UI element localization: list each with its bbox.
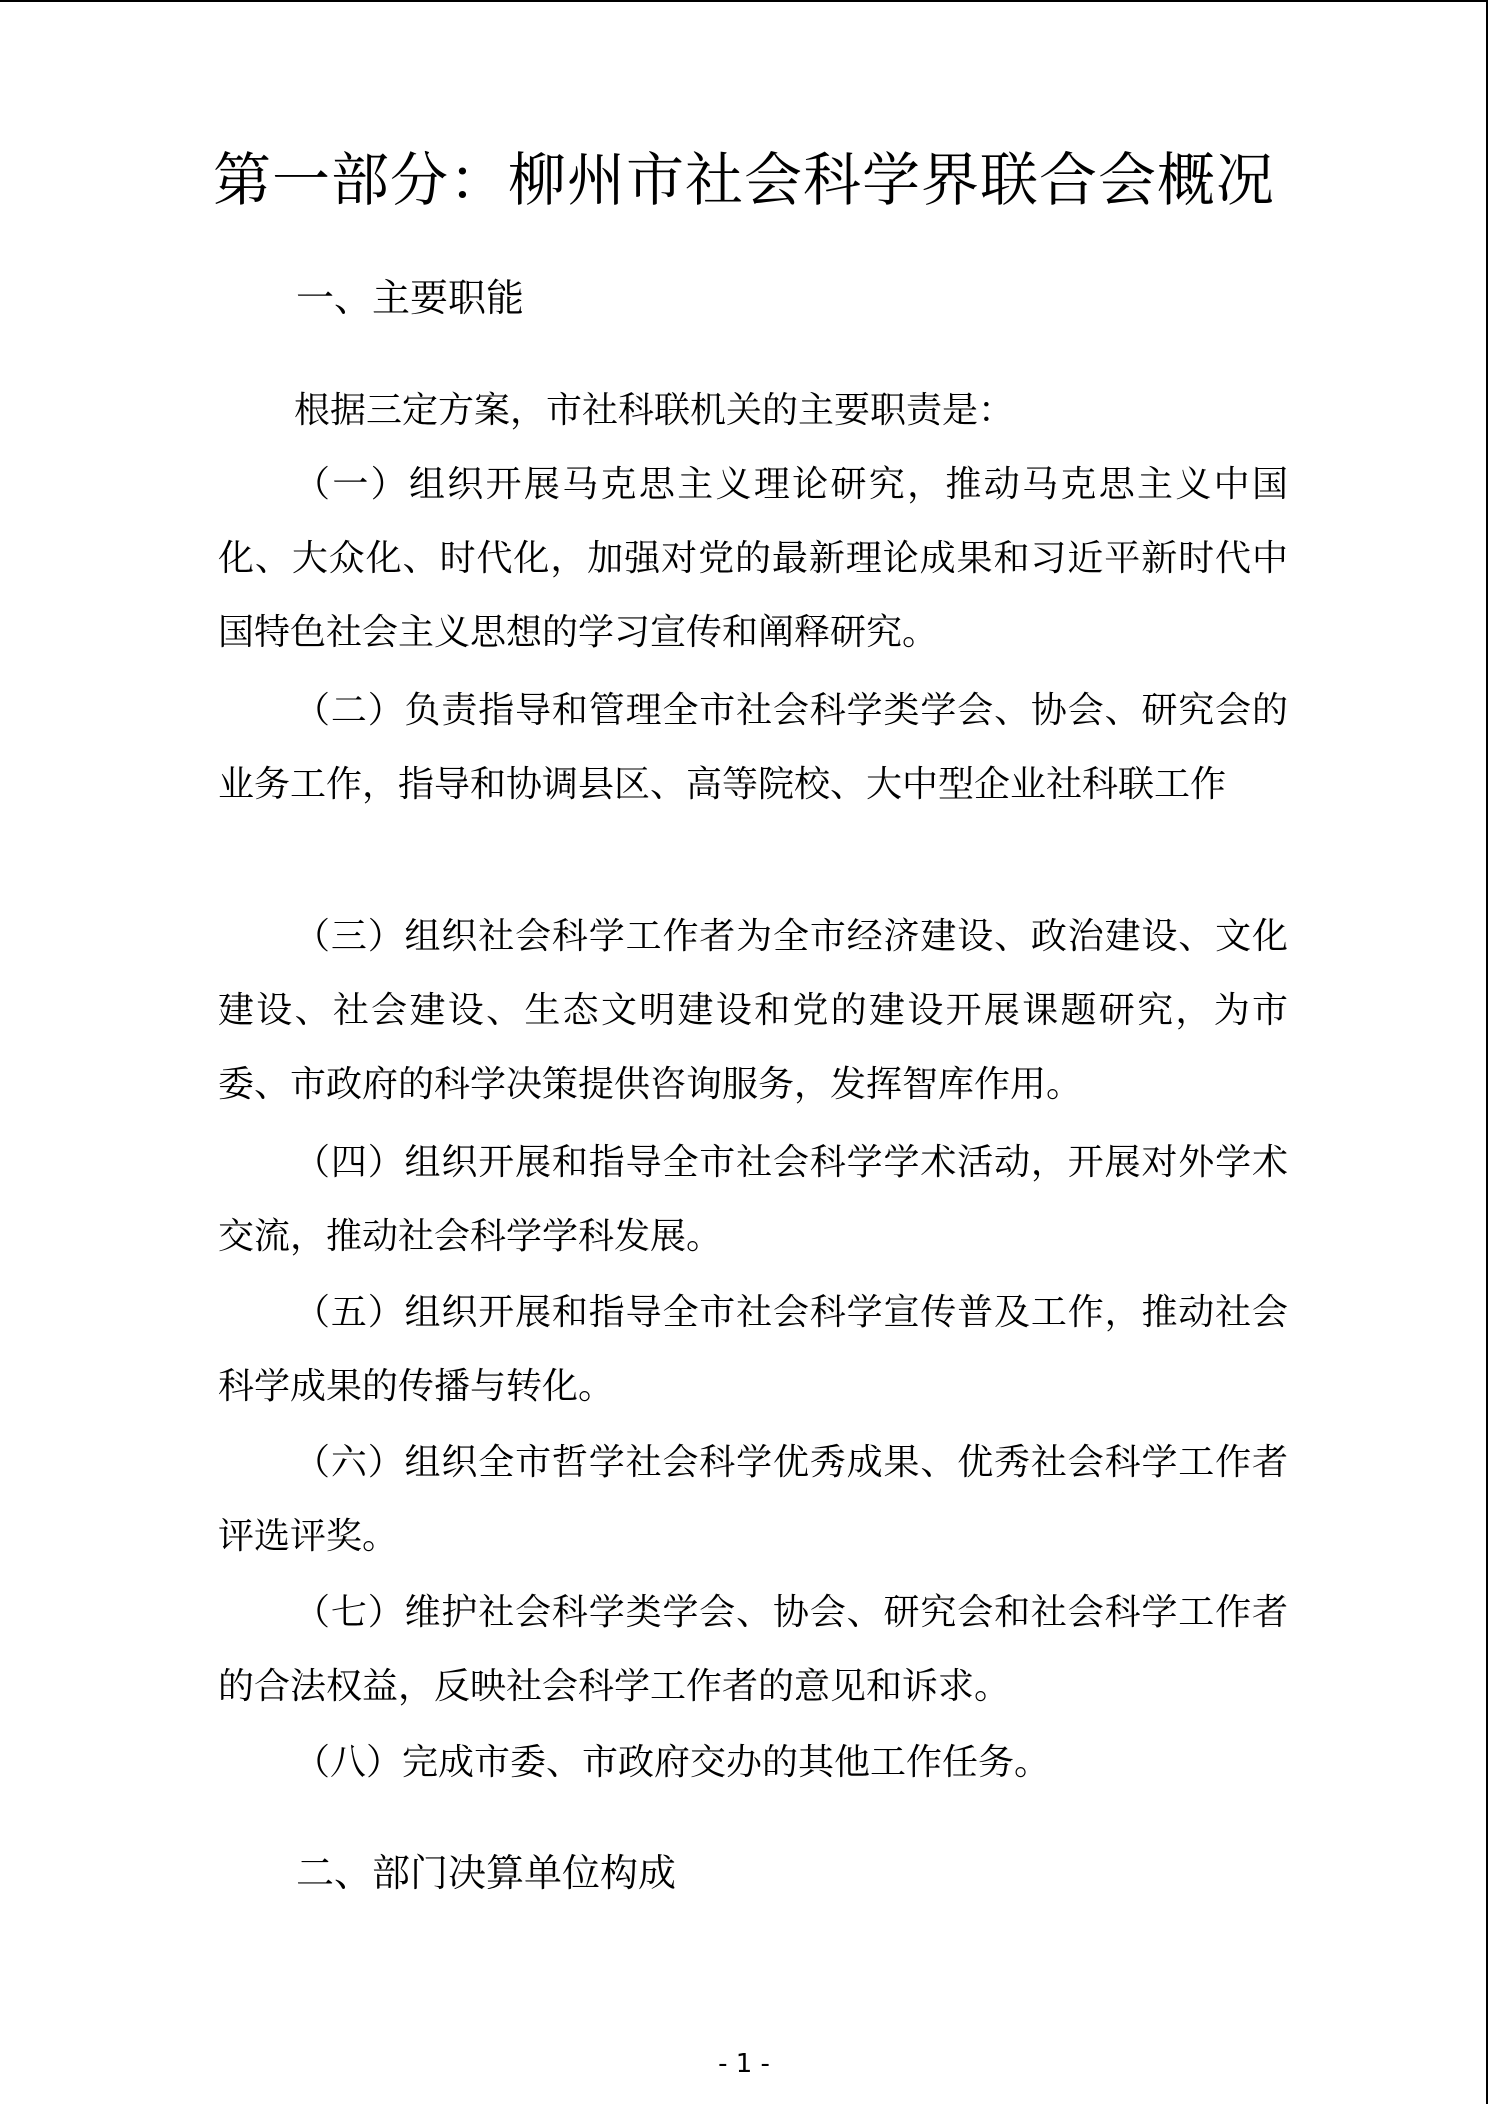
intro-paragraph: 根据三定方案，市社科联机关的主要职责是： xyxy=(294,390,1015,431)
duty-paragraph-6: （六）组织全市哲学社会科学优秀成果、优秀社会科学工作者评选评奖。 xyxy=(218,1442,1288,1557)
page-border-top xyxy=(0,0,1488,2)
duty-paragraph-1: （一）组织开展马克思主义理论研究，推动马克思主义中国化、大众化、时代化，加强对党的最新理论成果和习近平新时代中国特色社会主义思想的学习宣传和阐释研究。 xyxy=(218,464,1288,653)
duty-paragraph-5: （五）组织开展和指导全市社会科学宣传普及工作，推动社会科学成果的传播与转化。 xyxy=(218,1292,1288,1407)
duty-paragraph-3: （三）组织社会科学工作者为全市经济建设、政治建设、文化建设、社会建设、生态文明建设和党的建设开展课题研究，为市委、市政府的科学决策提供咨询服务，发挥智库作用。 xyxy=(218,916,1288,1105)
section-heading-unit-composition: 二、部门决算单位构成 xyxy=(296,1851,677,1895)
page-number: - 1 - xyxy=(718,2049,770,2079)
page-title: 第一部分：柳州市社会科学界联合会概况 xyxy=(212,146,1275,214)
duty-paragraph-2: （二）负责指导和管理全市社会科学类学会、协会、研究会的业务工作，指导和协调县区、高等院校、大中型企业社科联工作 xyxy=(218,690,1288,805)
duty-paragraph-7: （七）维护社会科学类学会、协会、研究会和社会科学工作者的合法权益，反映社会科学工作者的意见和诉求。 xyxy=(218,1592,1288,1707)
duty-paragraph-4: （四）组织开展和指导全市社会科学学术活动，开展对外学术交流，推动社会科学学科发展。 xyxy=(218,1142,1288,1257)
section-heading-main-functions: 一、主要职能 xyxy=(296,276,525,320)
duty-paragraph-8: （八）完成市委、市政府交办的其他工作任务。 xyxy=(294,1742,1051,1783)
